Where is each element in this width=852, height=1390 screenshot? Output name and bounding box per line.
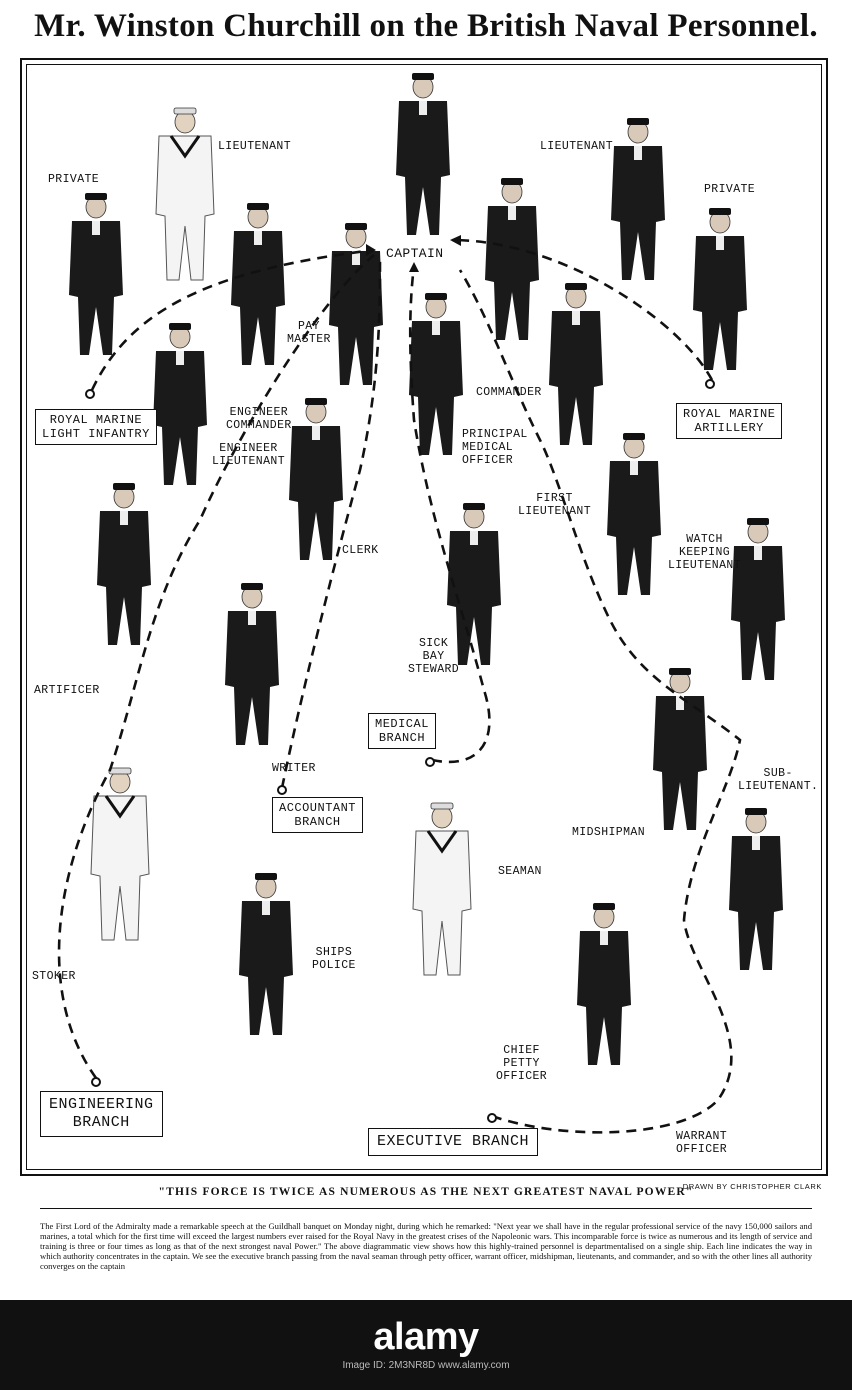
pull-quote: "THIS FORCE IS TWICE AS NUMEROUS AS THE NEXT GREATEST NAVAL POWER" [158,1186,694,1198]
branch-royal-marine-light-infantry: ROYAL MARINE LIGHT INFANTRY [35,409,157,445]
label-engineer-lieutenant: ENGINEER LIEUTENANT [212,442,286,468]
label-stoker: STOKER [32,970,76,983]
branch-accountant: ACCOUNTANT BRANCH [272,797,363,833]
label-sub-lieutenant: SUB- LIEUTENANT. [738,767,819,793]
label-lieutenant-right: LIEUTENANT [540,140,614,153]
label-watch-keeping: WATCH KEEPING LIEUTENANT [668,533,742,572]
label-writer: WRITER [272,762,316,775]
label-paymaster: PAY MASTER [287,320,331,346]
label-private-left: PRIVATE [48,173,100,186]
label-captain: CAPTAIN [386,246,444,261]
label-seaman: SEAMAN [498,865,542,878]
label-engineer-commander: ENGINEER COMMANDER [226,406,292,432]
branch-medical: MEDICAL BRANCH [368,713,436,749]
page-title: Mr. Winston Churchill on the British Naval Personnel. [34,8,818,44]
line-rma [452,240,712,380]
branch-engineering: ENGINEERING BRANCH [40,1091,163,1137]
label-sick-bay-steward: SICK BAY STEWARD [408,637,460,676]
caption-text: The First Lord of the Admiralty made a remarkable speech at the Guildhall banquet on Monday night, during which he remarked: "Next year we shall have in the regular professional service of the navy 150,000 sailors and marines, a total which for the first time will exceed the largest numbers ever raised for the Royal Navy in the greatest crises of the Napoleonic wars. This incomparable force is twice as numerous and its length of service and training is three or four times as long as that of the next strongest naval Power." The above diagrammatic view shows how this highly-trained personnel is departmentalised on a single ship. Each line indicates the way in which authority concentrates in the captain. We see the executive branch passing from the naval seaman through petty officer, warrant officer, midshipman, lieutenants, and commander, and so with the other lines all authority converges on the captain [40,1208,812,1271]
label-midshipman: MIDSHIPMAN [572,826,646,839]
branch-executive: EXECUTIVE BRANCH [368,1128,538,1156]
watermark-logo: alamy [373,1316,479,1358]
watermark-id: Image ID: 2M3NR8D www.alamy.com [342,1360,510,1371]
label-clerk: CLERK [342,544,379,557]
line-medical [410,265,489,762]
label-pmo: PRINCIPAL MEDICAL OFFICER [462,428,528,467]
label-warrant-officer: WARRANT OFFICER [676,1130,728,1156]
line-executive [460,270,740,1132]
label-first-lieutenant: FIRST LIEUTENANT [518,492,592,518]
artist-credit: DRAWN BY CHRISTOPHER CLARK [682,1182,822,1191]
label-chief-petty-officer: CHIEF PETTY OFFICER [496,1044,548,1083]
label-private-right: PRIVATE [704,183,756,196]
label-artificer: ARTIFICER [34,684,100,697]
line-rmli [92,250,374,390]
label-commander: COMMANDER [476,386,542,399]
branch-royal-marine-artillery: ROYAL MARINE ARTILLERY [676,403,782,439]
label-lieutenant-marine: LIEUTENANT [218,140,292,153]
label-ships-police: SHIPS POLICE [312,946,356,972]
